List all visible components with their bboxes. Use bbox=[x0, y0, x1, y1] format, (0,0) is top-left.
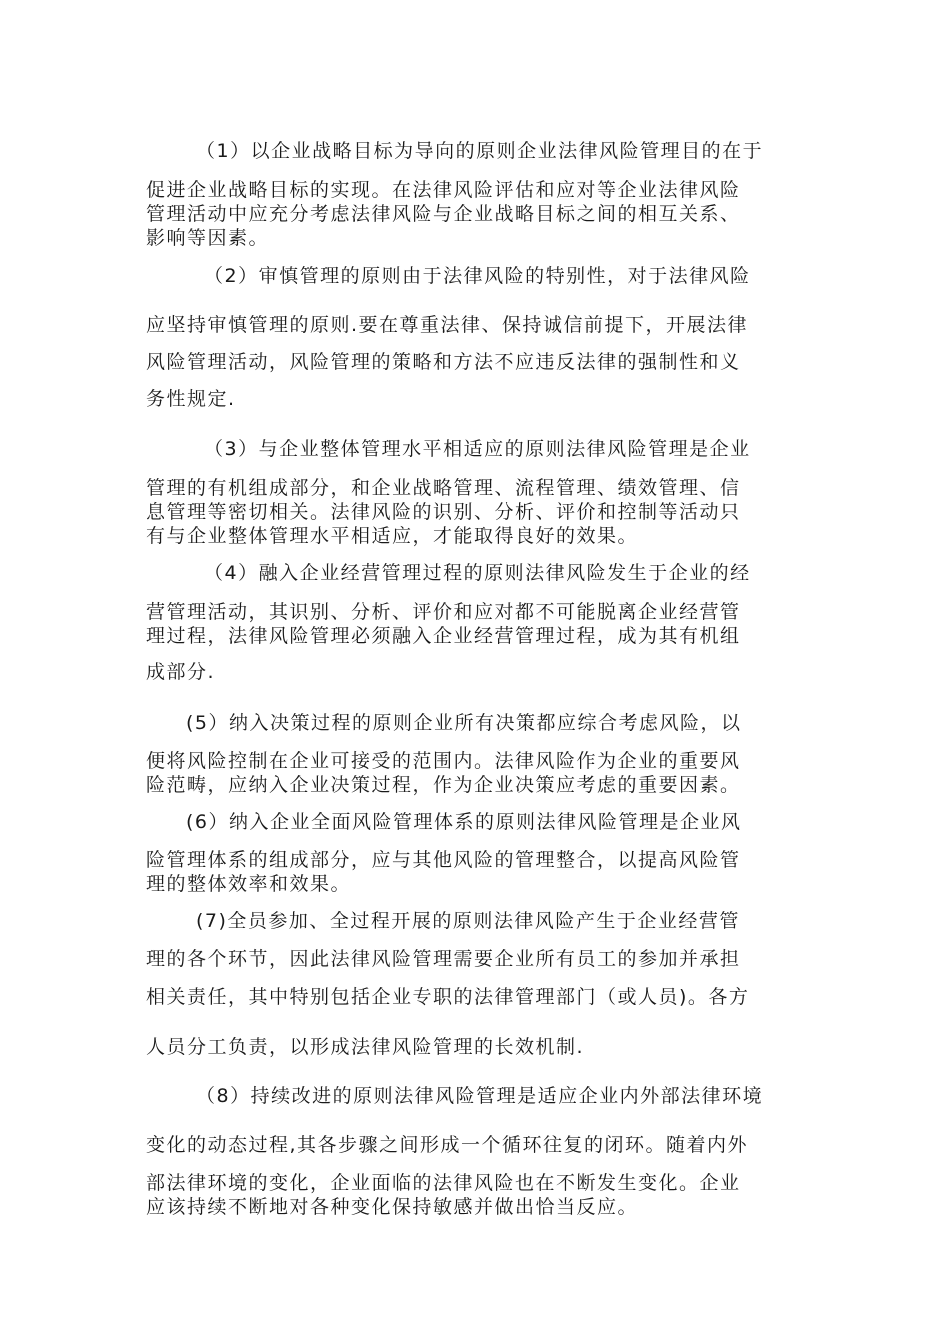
paragraph-4-line-4: 成部分. bbox=[146, 661, 216, 683]
paragraph-8-line-3: 部法律环境的变化，企业面临的法律风险也在不断发生变化。企业 bbox=[146, 1172, 741, 1194]
paragraph-7-line-4: 人员分工负责，以形成法律风险管理的长效机制. bbox=[146, 1036, 585, 1058]
paragraph-7-line-1: (7)全员参加、全过程开展的原则法律风险产生于企业经营管 bbox=[196, 910, 740, 932]
paragraph-8-line-2: 变化的动态过程,其各步骤之间形成一个循环往复的闭环。随着内外 bbox=[146, 1134, 749, 1156]
paragraph-4-line-1: （4）融入企业经营管理过程的原则法律风险发生于企业的经 bbox=[204, 562, 751, 584]
paragraph-6-line-2: 险管理体系的组成部分，应与其他风险的管理整合，以提高风险管 bbox=[146, 849, 741, 871]
paragraph-2-line-2: 应坚持审慎管理的原则.要在尊重法律、保持诚信前提下，开展法律 bbox=[146, 314, 749, 336]
paragraph-4-line-2: 营管理活动，其识别、分析、评价和应对都不可能脱离企业经营管 bbox=[146, 601, 741, 623]
paragraph-3-line-2: 管理的有机组成部分，和企业战略管理、流程管理、绩效管理、信 bbox=[146, 477, 741, 499]
paragraph-4-line-3: 理过程，法律风险管理必须融入企业经营管理过程，成为其有机组 bbox=[146, 625, 741, 647]
paragraph-2-line-4: 务性规定. bbox=[146, 388, 236, 410]
paragraph-1-line-3: 管理活动中应充分考虑法律风险与企业战略目标之间的相互关系、 bbox=[146, 203, 741, 225]
paragraph-5-line-3: 险范畴，应纳入企业决策过程，作为企业决策应考虑的重要因素。 bbox=[146, 774, 741, 796]
paragraph-6-line-3: 理的整体效率和效果。 bbox=[146, 873, 352, 895]
paragraph-2-line-1: （2）审慎管理的原则由于法律风险的特别性，对于法律风险 bbox=[204, 265, 751, 287]
paragraph-5-line-1: (5）纳入决策过程的原则企业所有决策都应综合考虑风险，以 bbox=[186, 712, 742, 734]
paragraph-8-line-4: 应该持续不断地对各种变化保持敏感并做出恰当反应。 bbox=[146, 1196, 639, 1218]
paragraph-7-line-2: 理的各个环节，因此法律风险管理需要企业所有员工的参加并承担 bbox=[146, 948, 741, 970]
paragraph-1-line-1: （1）以企业战略目标为导向的原则企业法律风险管理目的在于 bbox=[196, 140, 764, 162]
paragraph-6-line-1: (6）纳入企业全面风险管理体系的原则法律风险管理是企业风 bbox=[186, 811, 742, 833]
paragraph-3-line-1: （3）与企业整体管理水平相适应的原则法律风险管理是企业 bbox=[204, 438, 751, 460]
paragraph-7-line-3: 相关责任，其中特别包括企业专职的法律管理部门（或人员)。各方 bbox=[146, 986, 750, 1008]
paragraph-3-line-3: 息管理等密切相关。法律风险的识别、分析、评价和控制等活动只 bbox=[146, 501, 741, 523]
paragraph-8-line-1: （8）持续改进的原则法律风险管理是适应企业内外部法律环境 bbox=[196, 1085, 764, 1107]
paragraph-3-line-4: 有与企业整体管理水平相适应，才能取得良好的效果。 bbox=[146, 525, 639, 547]
paragraph-5-line-2: 便将风险控制在企业可接受的范围内。法律风险作为企业的重要风 bbox=[146, 750, 741, 772]
paragraph-1-line-4: 影响等因素。 bbox=[146, 227, 270, 249]
paragraph-1-line-2: 促进企业战略目标的实现。在法律风险评估和应对等企业法律风险 bbox=[146, 179, 741, 201]
paragraph-2-line-3: 风险管理活动，风险管理的策略和方法不应违反法律的强制性和义 bbox=[146, 351, 741, 373]
